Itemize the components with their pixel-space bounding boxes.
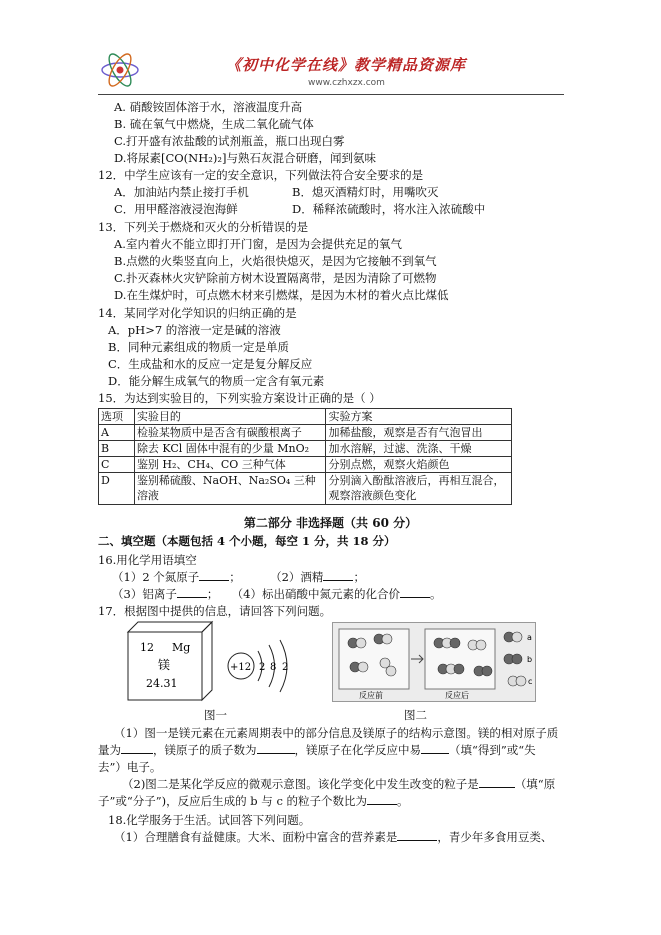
- answer-blank[interactable]: [121, 753, 153, 754]
- table-cell: 分别点燃，观察火焰颜色: [326, 457, 512, 473]
- q17-stem: 17．根据图中提供的信息，请回答下列问题。: [98, 604, 332, 618]
- q13-stem: 13．下列关于燃烧和灭火的分析错误的是: [98, 220, 309, 234]
- header-url: www.czhxzx.com: [308, 78, 385, 88]
- q13-option-d: D.在生煤炉时，可点燃木材来引燃煤，是因为木材的着火点比煤低: [114, 288, 449, 302]
- q18-stem: 18.化学服务于生活。试回答下列问题。: [108, 813, 311, 827]
- q11-option-b: B. 硫在氧气中燃烧，生成二氧化硫气体: [114, 117, 314, 131]
- q18-line1: （1）合理膳食有益健康。大米、面粉中富含的营养素是 ，青少年多食用豆类、: [114, 830, 553, 844]
- q14-option-c: C．生成盐和水的反应一定是复分解反应: [108, 357, 313, 371]
- table-cell: 鉴别稀硫酸、NaOH、Na₂SO₄ 三种溶液: [134, 473, 326, 505]
- answer-blank[interactable]: [421, 753, 449, 754]
- q11-option-c: C.打开盛有浓盐酸的试剂瓶盖，瓶口出现白雾: [114, 134, 345, 148]
- q16-item3: （3）铝离子: [112, 587, 177, 601]
- q16-item1: （1）2 个氮原子: [112, 570, 200, 584]
- q13-option-b: B.点燃的火柴竖直向上，火焰很快熄灭，是因为它接触不到氧气: [114, 254, 437, 268]
- magnesium-figure: [124, 618, 304, 704]
- q16-item2: （2）酒精: [270, 570, 324, 584]
- q16-stem: 16.用化学用语填空: [98, 553, 197, 567]
- answer-blank[interactable]: [367, 804, 397, 805]
- table-cell: 加水溶解，过滤、洗涤、干燥: [326, 441, 512, 457]
- q12-stem: 12．中学生应该有一定的安全意识，下列做法符合安全要求的是: [98, 168, 424, 182]
- element-number: 12: [140, 641, 154, 654]
- shell-electrons: 2: [259, 662, 266, 673]
- before-reaction-label: 反应前: [359, 691, 383, 700]
- q17-p2-line1: （2)图二是某化学反应的微观示意图。该化学变化中发生改变的粒子是 （填“原: [122, 777, 556, 791]
- table-row: [99, 473, 512, 505]
- table-header-row: [99, 409, 512, 425]
- answer-blank[interactable]: [323, 580, 353, 581]
- q17-p1-line2: 量为 ，镁原子的质子数为 ，镁原子在化学反应中易 （填“得到”或“失: [98, 743, 536, 757]
- part2-title: 第二部分 非选择题（共 60 分）: [243, 516, 418, 530]
- fig1-caption: 图一: [204, 708, 227, 722]
- table-header-cell: 选项: [99, 409, 135, 425]
- answer-blank[interactable]: [177, 597, 207, 598]
- table-cell: 检验某物质中是否含有碳酸根离子: [134, 425, 326, 441]
- nucleus-charge: +12: [230, 662, 252, 673]
- table-cell: 除去 KCl 固体中混有的少量 MnO₂: [134, 441, 326, 457]
- q15-table: [98, 408, 512, 505]
- table-cell: B: [99, 441, 135, 457]
- legend-label-c: c: [528, 677, 533, 686]
- q17-p1-line1: （1）图一是镁元素在元素周期表中的部分信息及镁原子的结构示意图。镁的相对原子质: [114, 726, 559, 740]
- answer-blank[interactable]: [479, 787, 515, 788]
- element-name: 镁: [158, 658, 171, 672]
- section-title: 二、填空题（本题包括 4 个小题，每空 1 分，共 18 分）: [98, 534, 396, 548]
- table-header-cell: 实验目的: [134, 409, 326, 425]
- q14-option-a: A．pH>7 的溶液一定是碱的溶液: [108, 323, 281, 337]
- answer-blank[interactable]: [199, 580, 229, 581]
- q14-option-d: D．能分解生成氧气的物质一定含有氧元素: [108, 374, 325, 388]
- q15-stem: 15．为达到实验目的，下列实验方案设计正确的是（ ）: [98, 391, 381, 405]
- atom-logo-icon: [98, 46, 142, 90]
- table-cell: 加稀盐酸，观察是否有气泡冒出: [326, 425, 512, 441]
- q13-option-a: A.室内着火不能立即打开门窗，是因为会提供充足的氧气: [114, 237, 402, 251]
- header-title: 《初中化学在线》教学精品资源库: [226, 56, 467, 74]
- answer-blank[interactable]: [400, 597, 430, 598]
- shell-electrons: 8: [270, 662, 277, 673]
- answer-blank[interactable]: [257, 753, 295, 754]
- q12-option-c: C．用甲醛溶液浸泡海鲜: [114, 202, 238, 216]
- table-row: [99, 457, 512, 473]
- legend-label-b: b: [527, 655, 533, 664]
- after-reaction-label: 反应后: [445, 691, 469, 700]
- shell-electrons: 2: [282, 662, 289, 673]
- answer-blank[interactable]: [397, 840, 437, 841]
- element-symbol: Mg: [172, 641, 191, 654]
- table-row: [99, 441, 512, 457]
- q12-option-b: B．熄灭酒精灯时，用嘴吹灭: [292, 185, 439, 199]
- q16-line1: （1）2 个氮原子 ； （2）酒精 ；: [112, 570, 365, 584]
- q17-p2-line2: 子”或“分子”)，反应后生成的 b 与 c 的粒子个数比为 。: [98, 794, 409, 808]
- table-cell: D: [99, 473, 135, 505]
- q11-option-d: D.将尿素[CO(NH₂)₂]与熟石灰混合研磨，闻到氨味: [114, 151, 376, 165]
- q16-item4: （4）标出硝酸中氮元素的化合价: [231, 587, 400, 601]
- q11-option-a: A. 硝酸铵固体溶于水，溶液温度升高: [114, 100, 303, 114]
- table-cell: 鉴别 H₂、CH₄、CO 三种气体: [134, 457, 326, 473]
- q12-option-d: D．稀释浓硫酸时，将水注入浓硫酸中: [292, 202, 486, 216]
- element-mass: 24.31: [146, 677, 178, 690]
- table-cell: 分别滴入酚酞溶液后，再相互混合，观察溶液颜色变化: [326, 473, 512, 505]
- q13-option-c: C.扑灭森林火灾铲除前方树木设置隔离带，是因为清除了可燃物: [114, 271, 437, 285]
- q17-p1-line3: 去”）电子。: [98, 760, 162, 774]
- table-cell: A: [99, 425, 135, 441]
- reaction-microscopic-figure: [332, 622, 536, 702]
- table-header-cell: 实验方案: [326, 409, 512, 425]
- q12-option-a: A．加油站内禁止接打手机: [114, 185, 249, 199]
- legend-label-a: a: [527, 633, 532, 642]
- fig2-caption: 图二: [404, 708, 427, 722]
- page-header: [98, 44, 560, 94]
- q16-line2: （3）铝离子 ； （4）标出硝酸中氮元素的化合价 。: [112, 587, 442, 601]
- q14-option-b: B．同种元素组成的物质一定是单质: [108, 340, 289, 354]
- table-cell: C: [99, 457, 135, 473]
- table-row: [99, 425, 512, 441]
- header-divider: [98, 94, 564, 95]
- q14-stem: 14．某同学对化学知识的归纳正确的是: [98, 306, 297, 320]
